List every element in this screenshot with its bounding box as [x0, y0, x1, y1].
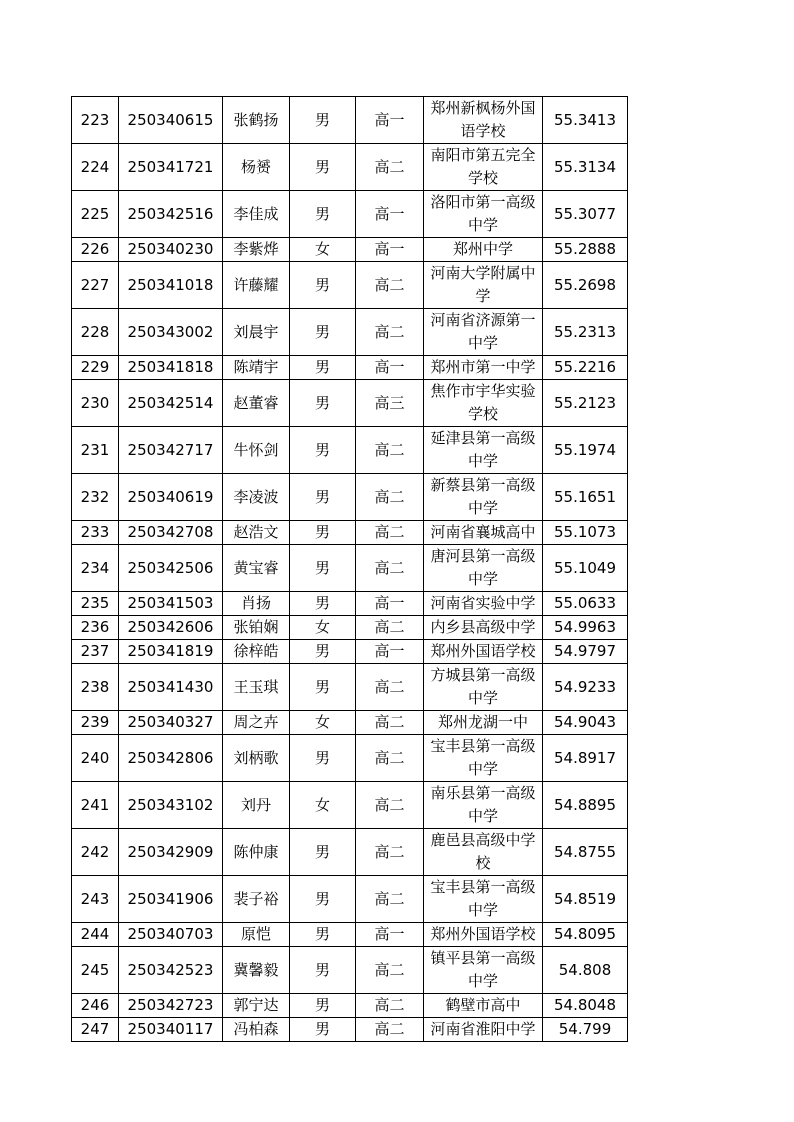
school-line: 焦作市宇华实验 — [430, 382, 536, 400]
gender-cell: 男 — [290, 876, 356, 923]
table-row — [72, 616, 628, 640]
table-row — [72, 356, 628, 380]
table-row — [72, 521, 628, 545]
score-cell: 55.1049 — [543, 545, 628, 592]
school-cell — [424, 735, 543, 782]
gender-cell: 男 — [290, 592, 356, 616]
table-row — [72, 309, 628, 356]
school-cell — [424, 427, 543, 474]
school-cell — [424, 616, 543, 640]
school-line: 鹤壁市高中 — [445, 996, 521, 1014]
score-cell: 55.3077 — [543, 191, 628, 238]
student-id-cell: 250340615 — [119, 97, 223, 144]
school-line: 方城县第一高级 — [430, 666, 536, 684]
school-cell — [424, 521, 543, 545]
gender-cell: 男 — [290, 97, 356, 144]
grade-cell: 高二 — [356, 1018, 424, 1042]
school-line: 河南省襄城高中 — [430, 523, 536, 541]
gender-cell: 男 — [290, 144, 356, 191]
table-row — [72, 474, 628, 521]
rank-cell: 241 — [72, 782, 119, 829]
gender-cell: 男 — [290, 1018, 356, 1042]
gender-cell: 女 — [290, 711, 356, 735]
rank-cell: 233 — [72, 521, 119, 545]
rank-cell: 244 — [72, 923, 119, 947]
school-cell — [424, 782, 543, 829]
student-name-cell: 冯柏森 — [223, 1018, 290, 1042]
gender-cell: 男 — [290, 640, 356, 664]
school-cell — [424, 309, 543, 356]
student-id-cell: 250342514 — [119, 380, 223, 427]
score-cell: 55.3134 — [543, 144, 628, 191]
gender-cell: 男 — [290, 427, 356, 474]
score-cell: 54.8917 — [543, 735, 628, 782]
student-id-cell: 250343102 — [119, 782, 223, 829]
school-cell — [424, 829, 543, 876]
school-line: 中学 — [467, 689, 498, 707]
student-name-cell: 冀馨毅 — [223, 947, 290, 994]
school-line: 中学 — [467, 452, 498, 470]
school-cell — [424, 876, 543, 923]
school-line: 宝丰县第一高级 — [430, 878, 536, 896]
table-row — [72, 782, 628, 829]
grade-cell: 高二 — [356, 474, 424, 521]
school-cell — [424, 380, 543, 427]
table-row — [72, 664, 628, 711]
school-line: 河南省淮阳中学 — [430, 1020, 536, 1038]
student-id-cell: 250340619 — [119, 474, 223, 521]
rank-cell: 234 — [72, 545, 119, 592]
student-id-cell: 250340117 — [119, 1018, 223, 1042]
table-row — [72, 262, 628, 309]
table-row — [72, 947, 628, 994]
table-row — [72, 144, 628, 191]
student-id-cell: 250342806 — [119, 735, 223, 782]
student-id-cell: 250341906 — [119, 876, 223, 923]
student-name-cell: 赵浩文 — [223, 521, 290, 545]
school-cell — [424, 238, 543, 262]
school-cell — [424, 1018, 543, 1042]
student-name-cell: 杨赟 — [223, 144, 290, 191]
gender-cell: 男 — [290, 262, 356, 309]
grade-cell: 高一 — [356, 923, 424, 947]
student-name-cell: 陈仲康 — [223, 829, 290, 876]
rank-cell: 235 — [72, 592, 119, 616]
gender-cell: 男 — [290, 474, 356, 521]
school-line: 洛阳市第一高级 — [430, 193, 536, 211]
school-line: 中学 — [467, 760, 498, 778]
score-cell: 55.3413 — [543, 97, 628, 144]
gender-cell: 男 — [290, 356, 356, 380]
school-line: 河南省实验中学 — [430, 594, 536, 612]
school-line: 内乡县高级中学 — [430, 618, 536, 636]
school-line: 延津县第一高级 — [430, 429, 536, 447]
school-cell — [424, 947, 543, 994]
grade-cell: 高一 — [356, 592, 424, 616]
score-cell: 55.1651 — [543, 474, 628, 521]
student-name-cell: 刘柄歌 — [223, 735, 290, 782]
student-id-cell: 250343002 — [119, 309, 223, 356]
grade-cell: 高一 — [356, 238, 424, 262]
grade-cell: 高二 — [356, 144, 424, 191]
score-cell: 54.9233 — [543, 664, 628, 711]
student-id-cell: 250342506 — [119, 545, 223, 592]
table-row — [72, 923, 628, 947]
student-id-cell: 250341818 — [119, 356, 223, 380]
school-line: 中学 — [467, 499, 498, 517]
table-row — [72, 427, 628, 474]
student-name-cell: 李凌波 — [223, 474, 290, 521]
school-line: 河南省济源第一 — [430, 311, 536, 329]
score-cell: 54.9043 — [543, 711, 628, 735]
grade-cell: 高二 — [356, 309, 424, 356]
grade-cell: 高一 — [356, 97, 424, 144]
grade-cell: 高二 — [356, 545, 424, 592]
gender-cell: 男 — [290, 380, 356, 427]
rank-cell: 228 — [72, 309, 119, 356]
rank-cell: 230 — [72, 380, 119, 427]
school-line: 新蔡县第一高级 — [430, 476, 536, 494]
school-line: 郑州龙湖一中 — [437, 713, 528, 731]
school-cell — [424, 994, 543, 1018]
table-row — [72, 711, 628, 735]
student-id-cell: 250341430 — [119, 664, 223, 711]
school-cell — [424, 262, 543, 309]
gender-cell: 男 — [290, 521, 356, 545]
school-line: 郑州中学 — [452, 240, 513, 258]
score-cell: 54.9963 — [543, 616, 628, 640]
student-id-cell: 250342606 — [119, 616, 223, 640]
rank-cell: 229 — [72, 356, 119, 380]
student-id-cell: 250341018 — [119, 262, 223, 309]
student-name-cell: 肖扬 — [223, 592, 290, 616]
school-line: 语学校 — [460, 122, 506, 140]
school-line: 中学 — [467, 216, 498, 234]
table-row — [72, 1018, 628, 1042]
gender-cell: 男 — [290, 309, 356, 356]
student-name-cell: 刘晨宇 — [223, 309, 290, 356]
grade-cell: 高一 — [356, 191, 424, 238]
student-id-cell: 250341721 — [119, 144, 223, 191]
rank-cell: 232 — [72, 474, 119, 521]
school-line: 学校 — [467, 169, 498, 187]
score-cell: 54.8895 — [543, 782, 628, 829]
table-row — [72, 640, 628, 664]
score-cell: 55.2123 — [543, 380, 628, 427]
grade-cell: 高二 — [356, 616, 424, 640]
student-name-cell: 张鹤扬 — [223, 97, 290, 144]
school-line: 中学 — [467, 901, 498, 919]
score-cell: 55.1073 — [543, 521, 628, 545]
student-id-cell: 250341819 — [119, 640, 223, 664]
school-line: 校 — [475, 854, 491, 872]
school-cell — [424, 356, 543, 380]
student-name-cell: 徐梓皓 — [223, 640, 290, 664]
grade-cell: 高二 — [356, 947, 424, 994]
gender-cell: 女 — [290, 238, 356, 262]
school-line: 镇平县第一高级 — [430, 949, 536, 967]
gender-cell: 男 — [290, 829, 356, 876]
school-cell — [424, 545, 543, 592]
school-line: 鹿邑县高级中学 — [430, 831, 536, 849]
school-cell — [424, 191, 543, 238]
rank-cell: 237 — [72, 640, 119, 664]
grade-cell: 高二 — [356, 664, 424, 711]
student-name-cell: 郭宁达 — [223, 994, 290, 1018]
score-cell: 54.8755 — [543, 829, 628, 876]
school-cell — [424, 144, 543, 191]
table-row — [72, 735, 628, 782]
grade-cell: 高二 — [356, 711, 424, 735]
rank-cell: 227 — [72, 262, 119, 309]
student-name-cell: 王玉琪 — [223, 664, 290, 711]
school-line: 唐河县第一高级 — [430, 547, 536, 565]
school-line: 南阳市第五完全 — [430, 146, 536, 164]
rank-cell: 240 — [72, 735, 119, 782]
school-line: 河南大学附属中 — [430, 264, 536, 282]
student-name-cell: 原恺 — [223, 923, 290, 947]
rank-cell: 247 — [72, 1018, 119, 1042]
rank-cell: 239 — [72, 711, 119, 735]
student-name-cell: 张铂娴 — [223, 616, 290, 640]
school-cell — [424, 640, 543, 664]
student-id-cell: 250340230 — [119, 238, 223, 262]
gender-cell: 男 — [290, 923, 356, 947]
student-name-cell: 刘丹 — [223, 782, 290, 829]
school-line: 郑州外国语学校 — [430, 642, 536, 660]
school-line: 宝丰县第一高级 — [430, 737, 536, 755]
rank-cell: 243 — [72, 876, 119, 923]
rank-cell: 226 — [72, 238, 119, 262]
grade-cell: 高二 — [356, 829, 424, 876]
school-line: 郑州市第一中学 — [430, 358, 536, 376]
student-id-cell: 250341503 — [119, 592, 223, 616]
rank-cell: 245 — [72, 947, 119, 994]
score-cell: 54.9797 — [543, 640, 628, 664]
gender-cell: 女 — [290, 616, 356, 640]
rank-cell: 225 — [72, 191, 119, 238]
grade-cell: 高三 — [356, 380, 424, 427]
rank-cell: 224 — [72, 144, 119, 191]
table-row — [72, 191, 628, 238]
school-cell — [424, 474, 543, 521]
score-cell: 54.799 — [543, 1018, 628, 1042]
score-cell: 55.2888 — [543, 238, 628, 262]
gender-cell: 男 — [290, 994, 356, 1018]
score-cell: 54.8519 — [543, 876, 628, 923]
student-name-cell: 赵董睿 — [223, 380, 290, 427]
student-name-cell: 黄宝睿 — [223, 545, 290, 592]
grade-cell: 高二 — [356, 262, 424, 309]
student-id-cell: 250340703 — [119, 923, 223, 947]
grade-cell: 高二 — [356, 427, 424, 474]
student-id-cell: 250342708 — [119, 521, 223, 545]
grade-cell: 高二 — [356, 782, 424, 829]
rank-cell: 238 — [72, 664, 119, 711]
grade-cell: 高二 — [356, 994, 424, 1018]
gender-cell: 女 — [290, 782, 356, 829]
school-line: 郑州新枫杨外国 — [430, 99, 536, 117]
grade-cell: 高二 — [356, 876, 424, 923]
score-cell: 55.0633 — [543, 592, 628, 616]
table-row — [72, 545, 628, 592]
table-row — [72, 876, 628, 923]
gender-cell: 男 — [290, 191, 356, 238]
school-line: 郑州外国语学校 — [430, 925, 536, 943]
gender-cell: 男 — [290, 735, 356, 782]
student-id-cell: 250342516 — [119, 191, 223, 238]
gender-cell: 男 — [290, 664, 356, 711]
student-id-cell: 250342717 — [119, 427, 223, 474]
score-cell: 54.8048 — [543, 994, 628, 1018]
table-row — [72, 829, 628, 876]
rank-cell: 236 — [72, 616, 119, 640]
rank-cell: 246 — [72, 994, 119, 1018]
school-cell — [424, 664, 543, 711]
table-row — [72, 994, 628, 1018]
school-line: 中学 — [467, 807, 498, 825]
gender-cell: 男 — [290, 545, 356, 592]
score-cell: 55.1974 — [543, 427, 628, 474]
student-name-cell: 周之卉 — [223, 711, 290, 735]
grade-cell: 高一 — [356, 356, 424, 380]
table-body — [72, 97, 628, 1042]
school-cell — [424, 97, 543, 144]
grade-cell: 高二 — [356, 521, 424, 545]
grade-cell: 高一 — [356, 640, 424, 664]
school-cell — [424, 592, 543, 616]
rank-cell: 242 — [72, 829, 119, 876]
table-row — [72, 97, 628, 144]
score-cell: 55.2313 — [543, 309, 628, 356]
rank-cell: 231 — [72, 427, 119, 474]
school-line: 中学 — [467, 334, 498, 352]
score-cell: 55.2698 — [543, 262, 628, 309]
student-name-cell: 裴子裕 — [223, 876, 290, 923]
student-name-cell: 牛怀剑 — [223, 427, 290, 474]
student-id-cell: 250342723 — [119, 994, 223, 1018]
school-line: 中学 — [467, 972, 498, 990]
school-cell — [424, 923, 543, 947]
table-row — [72, 238, 628, 262]
school-line: 学 — [475, 287, 491, 305]
table-row — [72, 592, 628, 616]
school-line: 南乐县第一高级 — [430, 784, 536, 802]
student-name-cell: 陈靖宇 — [223, 356, 290, 380]
student-id-cell: 250342909 — [119, 829, 223, 876]
score-cell: 55.2216 — [543, 356, 628, 380]
score-cell: 54.8095 — [543, 923, 628, 947]
school-line: 学校 — [467, 405, 498, 423]
table-row — [72, 380, 628, 427]
student-id-cell: 250342523 — [119, 947, 223, 994]
grade-cell: 高二 — [356, 735, 424, 782]
rank-cell: 223 — [72, 97, 119, 144]
school-line: 中学 — [467, 570, 498, 588]
student-name-cell: 许藤耀 — [223, 262, 290, 309]
score-cell: 54.808 — [543, 947, 628, 994]
ranking-table — [71, 96, 628, 1042]
school-cell — [424, 711, 543, 735]
student-name-cell: 李佳成 — [223, 191, 290, 238]
student-name-cell: 李紫烨 — [223, 238, 290, 262]
student-id-cell: 250340327 — [119, 711, 223, 735]
gender-cell: 男 — [290, 947, 356, 994]
